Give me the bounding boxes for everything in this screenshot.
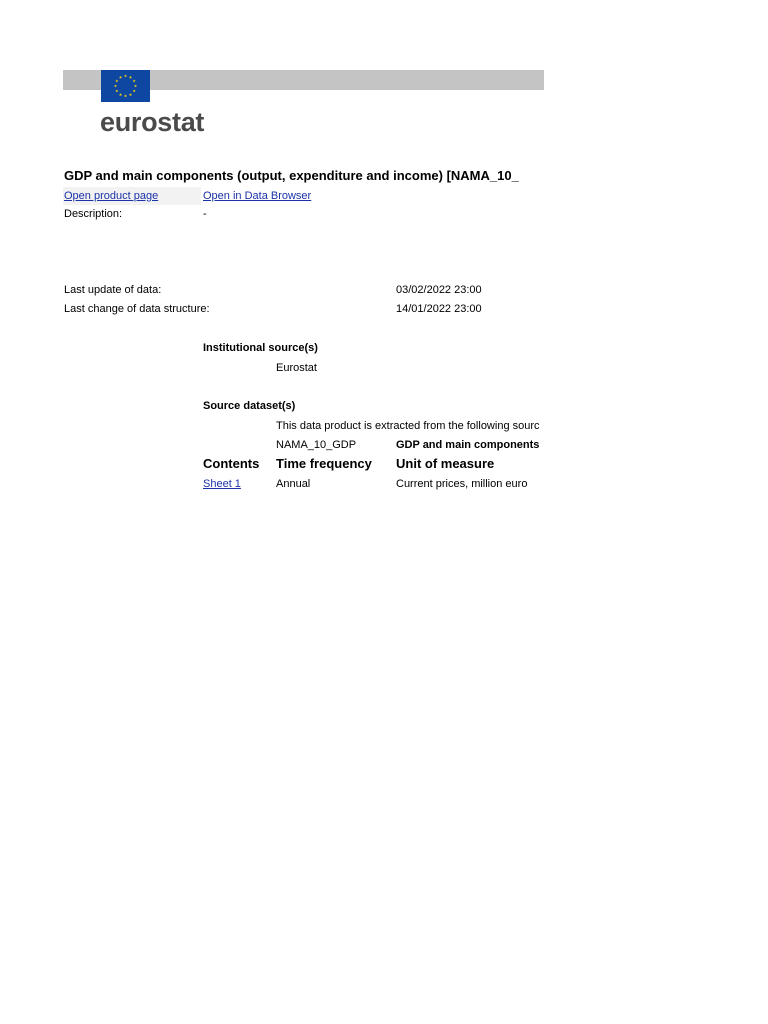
unit-of-measure-column-header: Unit of measure: [396, 456, 495, 471]
source-dataset-code: NAMA_10_GDP: [276, 439, 357, 451]
eu-star-icon: [119, 76, 122, 79]
eu-star-icon: [119, 93, 122, 96]
eu-star-icon: [115, 89, 118, 92]
last-structure-change-value: 14/01/2022 23:00: [396, 303, 482, 315]
source-dataset-name: GDP and main components: [396, 439, 540, 451]
open-product-page-link[interactable]: Open product page: [64, 190, 159, 202]
source-datasets-heading: Source dataset(s): [203, 400, 296, 412]
eu-star-icon: [134, 84, 137, 87]
eu-star-icon: [129, 76, 132, 79]
eurostat-logo: eurostat: [100, 107, 205, 137]
eu-star-icon: [129, 93, 132, 96]
eu-star-icon: [124, 74, 127, 77]
description-value: -: [203, 208, 207, 220]
open-data-browser-link[interactable]: Open in Data Browser: [203, 190, 312, 202]
sheet-1-link[interactable]: Sheet 1: [203, 478, 241, 490]
eu-star-icon: [133, 79, 136, 82]
unit-of-measure-value: Current prices, million euro: [396, 478, 528, 490]
source-datasets-intro: This data product is extracted from the following sourc: [276, 420, 540, 432]
eu-star-icon: [115, 79, 118, 82]
eu-star-icon: [133, 89, 136, 92]
time-frequency-value: Annual: [276, 478, 311, 490]
eu-star-icon: [124, 94, 127, 97]
eu-flag-icon: [101, 70, 150, 102]
last-structure-change-label: Last change of data structure:: [64, 303, 210, 315]
institutional-source-value: Eurostat: [276, 362, 317, 374]
institutional-sources-heading: Institutional source(s): [203, 342, 318, 354]
eu-star-icon: [114, 84, 117, 87]
last-update-value: 03/02/2022 23:00: [396, 284, 482, 296]
page-title: GDP and main components (output, expenditure and income) [NAMA_10_: [64, 168, 519, 183]
description-label: Description:: [64, 208, 123, 220]
time-frequency-column-header: Time frequency: [276, 456, 372, 471]
last-update-label: Last update of data:: [64, 284, 162, 296]
contents-column-header: Contents: [203, 456, 260, 471]
